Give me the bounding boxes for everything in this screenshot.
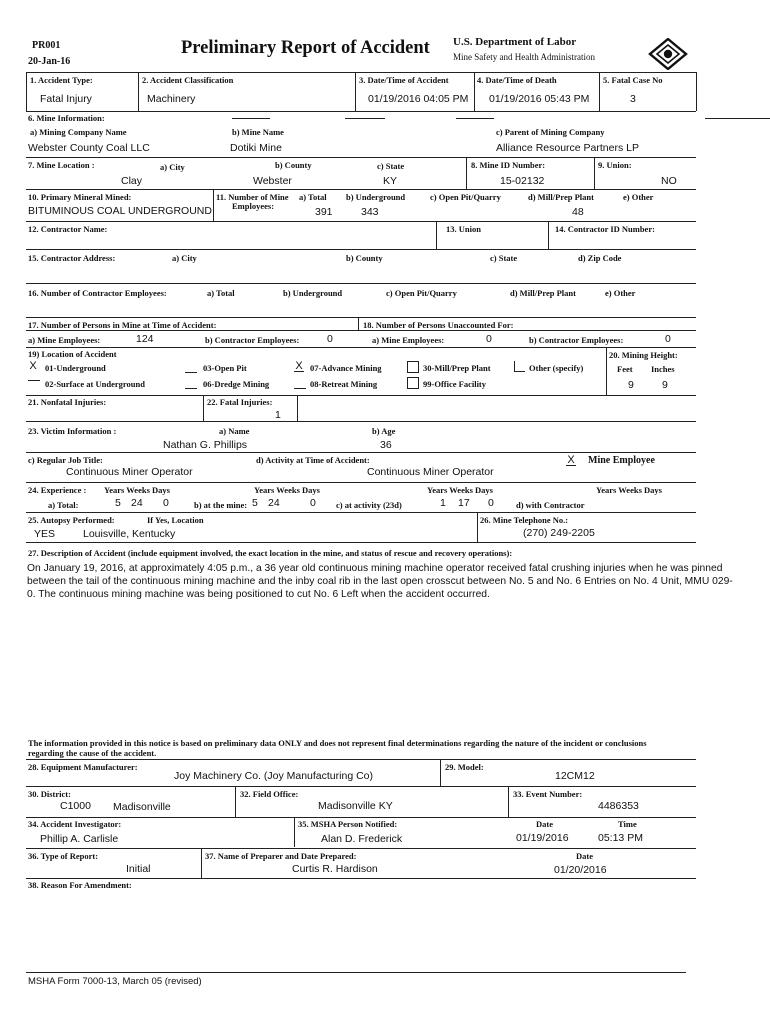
fatal-injuries-label: 22. Fatal Injuries: [207, 397, 273, 407]
person-notified-value: Alan D. Frederick [321, 833, 403, 845]
mine-location-label: 7. Mine Location : [28, 160, 95, 170]
activity-experience-label: c) at activity (23d) [336, 500, 402, 510]
district-label: 30. District: [28, 789, 71, 799]
description-line-2: between the tail of the continuous mining machine and the inby coal rib in the last open crosscut between No. 5 and No. 6 Entries on No. 4 Unit, MMU 029- [27, 576, 733, 587]
activity-label: d) Activity at Time of Accident: [256, 455, 370, 465]
autopsy-label: 25. Autopsy Performed: [28, 515, 115, 525]
accident-datetime-value: 01/19/2016 04:05 PM [368, 93, 469, 105]
mine-employee-label: Mine Employee [588, 455, 655, 466]
fatal-injuries-value: 1 [275, 409, 281, 421]
page-title: Preliminary Report of Accident [181, 38, 430, 58]
persons-unaccounted-label: 18. Number of Persons Unaccounted For: [363, 320, 514, 330]
amendment-label: 38. Reason For Amendment: [28, 880, 132, 890]
job-title-label: c) Regular Job Title: [28, 455, 103, 465]
underground-employees-value: 343 [361, 206, 379, 218]
mine-name-value: Dotiki Mine [230, 142, 282, 154]
mine-phone-value: (270) 249-2205 [523, 527, 595, 539]
experience-label: 24. Experience : [28, 485, 87, 495]
contractor-open-pit-label: c) Open Pit/Quarry [386, 288, 457, 298]
equipment-manufacturer-value: Joy Machinery Co. (Joy Manufacturing Co) [174, 770, 373, 782]
city-label: a) City [160, 162, 185, 172]
victim-age-value: 36 [380, 439, 392, 451]
dredge-checkbox[interactable] [185, 388, 197, 389]
county-label: b) County [275, 160, 312, 170]
inches-value: 9 [662, 379, 668, 391]
death-datetime-value: 01/19/2016 05:43 PM [489, 93, 590, 105]
mill-employees-value: 48 [572, 206, 584, 218]
mine-experience-years: 5 [252, 497, 258, 509]
accident-type-value: Fatal Injury [40, 93, 92, 105]
city-value: Clay [121, 175, 143, 187]
total-employees-value: 391 [315, 206, 333, 218]
prepared-date-value: 01/20/2016 [554, 864, 607, 876]
report-type-label: 36. Type of Report: [28, 851, 99, 861]
mine-employees-present-label: a) Mine Employees: [28, 335, 101, 345]
autopsy-location-label: If Yes, Location [147, 515, 204, 525]
form-code: PR001 [32, 40, 61, 51]
field-office-label: 32. Field Office: [240, 789, 299, 799]
underground-checkbox[interactable]: X [29, 360, 37, 372]
contractor-mill-label: d) Mill/Prep Plant [510, 288, 576, 298]
accident-datetime-label: 3. Date/Time of Accident [359, 75, 449, 85]
unaccounted-contractor-label: b) Contractor Employees: [529, 335, 624, 345]
event-number-label: 33. Event Number: [513, 789, 583, 799]
total-experience-years: 5 [115, 497, 121, 509]
description-label: 27. Description of Accident (include equipment involved, the exact location in the mine, and status of rescue and recovery operations): [28, 548, 513, 558]
union-label: 9. Union: [598, 160, 632, 170]
prepared-date-label: Date [576, 851, 593, 861]
mine-experience-weeks: 24 [268, 497, 280, 509]
retreat-mining-option-label: 08-Retreat Mining [310, 379, 378, 389]
preparer-value: Curtis R. Hardison [292, 863, 378, 875]
investigator-value: Phillip A. Carlisle [40, 833, 119, 845]
contractor-city-label: a) City [172, 253, 197, 263]
parent-company-label: c) Parent of Mining Company [496, 127, 605, 137]
total-employees-label: a) Total [299, 192, 327, 202]
mine-employees-present-value: 124 [136, 333, 154, 345]
mine-employees-label: 11. Number of Mine [216, 192, 289, 202]
activity-experience-weeks: 17 [458, 497, 470, 509]
accident-location-label: 19) Location of Accident [28, 349, 117, 359]
company-name-label: a) Mining Company Name [30, 127, 127, 137]
contractor-name-label: 12. Contractor Name: [28, 224, 108, 234]
accident-type-label: 1. Accident Type: [30, 75, 93, 85]
contractor-state-label: c) State [490, 253, 518, 263]
district-code-value: C1000 [60, 800, 91, 812]
description-line-3: 0. The continuous mining machine was being positioned to cut No. 6 Left when the accident occurred. [27, 589, 490, 600]
investigator-label: 34. Accident Investigator: [28, 819, 122, 829]
open-pit-checkbox[interactable] [185, 372, 197, 373]
notified-time-label: Time [618, 819, 637, 829]
classification-label: 2. Accident Classification [142, 75, 234, 85]
inches-label: Inches [651, 364, 675, 374]
total-experience-days: 0 [163, 497, 169, 509]
mine-experience-label: b) at the mine: [194, 500, 248, 510]
description-line-1: On January 19, 2016, at approximately 4:05 p.m., a 36 year old continuous mining machine operator received fatal crushing injuries when he was pinned [27, 563, 723, 574]
mine-name-label: b) Mine Name [232, 127, 284, 137]
other-location-checkbox[interactable] [514, 361, 525, 372]
underground-option-label: 01-Underground [45, 363, 106, 373]
primary-mineral-value: BITUMINOUS COAL UNDERGROUND [28, 205, 212, 217]
victim-name-label: a) Name [219, 426, 250, 436]
surface-option-label: 02-Surface at Underground [45, 379, 145, 389]
event-number-value: 4486353 [598, 800, 639, 812]
experience-ywd-2: Years Weeks Days [254, 485, 320, 495]
union-value: NO [661, 175, 677, 187]
autopsy-value: YES [34, 528, 56, 540]
total-experience-label: a) Total: [48, 500, 79, 510]
disclaimer-line-1: The information provided in this notice is based on preliminary data ONLY and does not represent final determinations regarding the nature of the incident or conclusions [28, 738, 647, 748]
contractor-employees-present-value: 0 [327, 333, 333, 345]
notified-date-label: Date [536, 819, 553, 829]
contractor-employees-label: 16. Number of Contractor Employees: [28, 288, 167, 298]
contractor-underground-label: b) Underground [283, 288, 343, 298]
contractor-id-label: 14. Contractor ID Number: [555, 224, 655, 234]
primary-mineral-label: 10. Primary Mineral Mined: [28, 192, 132, 202]
subagency-name: Mine Safety and Health Administration [453, 52, 595, 62]
parent-company-value: Alliance Resource Partners LP [496, 142, 639, 154]
form-footer-id: MSHA Form 7000-13, March 05 (revised) [28, 976, 202, 987]
surface-checkbox[interactable] [28, 380, 40, 381]
mine-employee-checkbox[interactable]: X [567, 454, 575, 466]
experience-ywd-1: Years Weeks Days [104, 485, 170, 495]
open-pit-employees-label: c) Open Pit/Quarry [430, 192, 501, 202]
unaccounted-mine-label: a) Mine Employees: [372, 335, 445, 345]
model-label: 29. Model: [445, 762, 484, 772]
mining-height-label: 20. Mining Height: [609, 350, 678, 360]
mine-employees-label-2: Employees: [232, 201, 275, 211]
nonfatal-injuries-label: 21. Nonfatal Injuries: [28, 397, 107, 407]
mine-id-value: 15-02132 [500, 175, 545, 187]
mine-phone-label: 26. Mine Telephone No.: [480, 515, 569, 525]
state-value: KY [383, 175, 398, 187]
agency-name: U.S. Department of Labor [453, 36, 577, 48]
notified-time-value: 05:13 PM [598, 832, 643, 844]
district-name-value: Madisonville [113, 801, 171, 813]
feet-value: 9 [628, 379, 634, 391]
activity-experience-days: 0 [488, 497, 494, 509]
contractor-employees-present-label: b) Contractor Employees: [205, 335, 300, 345]
mine-info-label: 6. Mine Information: [28, 113, 105, 123]
autopsy-location-value: Louisville, Kentucky [83, 528, 176, 540]
fatal-case-label: 5. Fatal Case No [603, 75, 663, 85]
state-label: c) State [377, 161, 405, 171]
other-location-option-label: Other (specify) [529, 363, 584, 373]
other-employees-label: e) Other [623, 192, 654, 202]
office-facility-option-label: 99-Office Facility [423, 379, 487, 389]
mine-id-label: 8. Mine ID Number: [471, 160, 546, 170]
contractor-experience-label: d) with Contractor [516, 500, 585, 510]
victim-name-value: Nathan G. Phillips [163, 439, 248, 451]
disclaimer-line-2: regarding the cause of the accident. [28, 748, 157, 758]
company-name-value: Webster County Coal LLC [28, 142, 150, 154]
office-facility-checkbox[interactable] [407, 377, 419, 389]
equipment-manufacturer-label: 28. Equipment Manufacturer: [28, 762, 138, 772]
activity-experience-years: 1 [440, 497, 446, 509]
unaccounted-mine-value: 0 [486, 333, 492, 345]
mill-prep-option-label: 30-Mill/Prep Plant [423, 363, 491, 373]
advance-mining-checkbox[interactable]: X [295, 360, 303, 372]
activity-value: Continuous Miner Operator [367, 466, 494, 478]
person-notified-label: 35. MSHA Person Notified: [298, 819, 398, 829]
contractor-address-label: 15. Contractor Address: [28, 253, 116, 263]
open-pit-option-label: 03-Open Pit [203, 363, 247, 373]
notified-date-value: 01/19/2016 [516, 832, 569, 844]
contractor-union-label: 13. Union [446, 224, 481, 234]
form-date: 20-Jan-16 [28, 56, 71, 67]
field-office-value: Madisonville KY [318, 800, 393, 812]
death-datetime-label: 4. Date/Time of Death [477, 75, 557, 85]
contractor-total-label: a) Total [207, 288, 235, 298]
underground-employees-label: b) Underground [346, 192, 406, 202]
contractor-county-label: b) County [346, 253, 383, 263]
victim-info-label: 23. Victim Information : [28, 426, 117, 436]
total-experience-weeks: 24 [131, 497, 143, 509]
msha-logo-icon [648, 38, 688, 70]
model-value: 12CM12 [555, 770, 595, 782]
dredge-option-label: 06-Dredge Mining [203, 379, 270, 389]
advance-mining-option-label: 07-Advance Mining [310, 363, 382, 373]
retreat-mining-checkbox[interactable] [294, 388, 306, 389]
mill-employees-label: d) Mill/Prep Plant [528, 192, 594, 202]
mill-prep-checkbox[interactable] [407, 361, 419, 373]
persons-in-mine-label: 17. Number of Persons in Mine at Time of Accident: [28, 320, 217, 330]
experience-ywd-4: Years Weeks Days [596, 485, 662, 495]
job-title-value: Continuous Miner Operator [66, 466, 193, 478]
mine-experience-days: 0 [310, 497, 316, 509]
experience-ywd-3: Years Weeks Days [427, 485, 493, 495]
contractor-zip-label: d) Zip Code [578, 253, 622, 263]
contractor-other-label: e) Other [605, 288, 636, 298]
victim-age-label: b) Age [372, 426, 396, 436]
fatal-case-value: 3 [630, 93, 636, 105]
unaccounted-contractor-value: 0 [665, 333, 671, 345]
classification-value: Machinery [147, 93, 196, 105]
feet-label: Feet [617, 364, 633, 374]
preparer-label: 37. Name of Preparer and Date Prepared: [205, 851, 357, 861]
county-value: Webster [253, 175, 292, 187]
report-type-value: Initial [126, 863, 151, 875]
